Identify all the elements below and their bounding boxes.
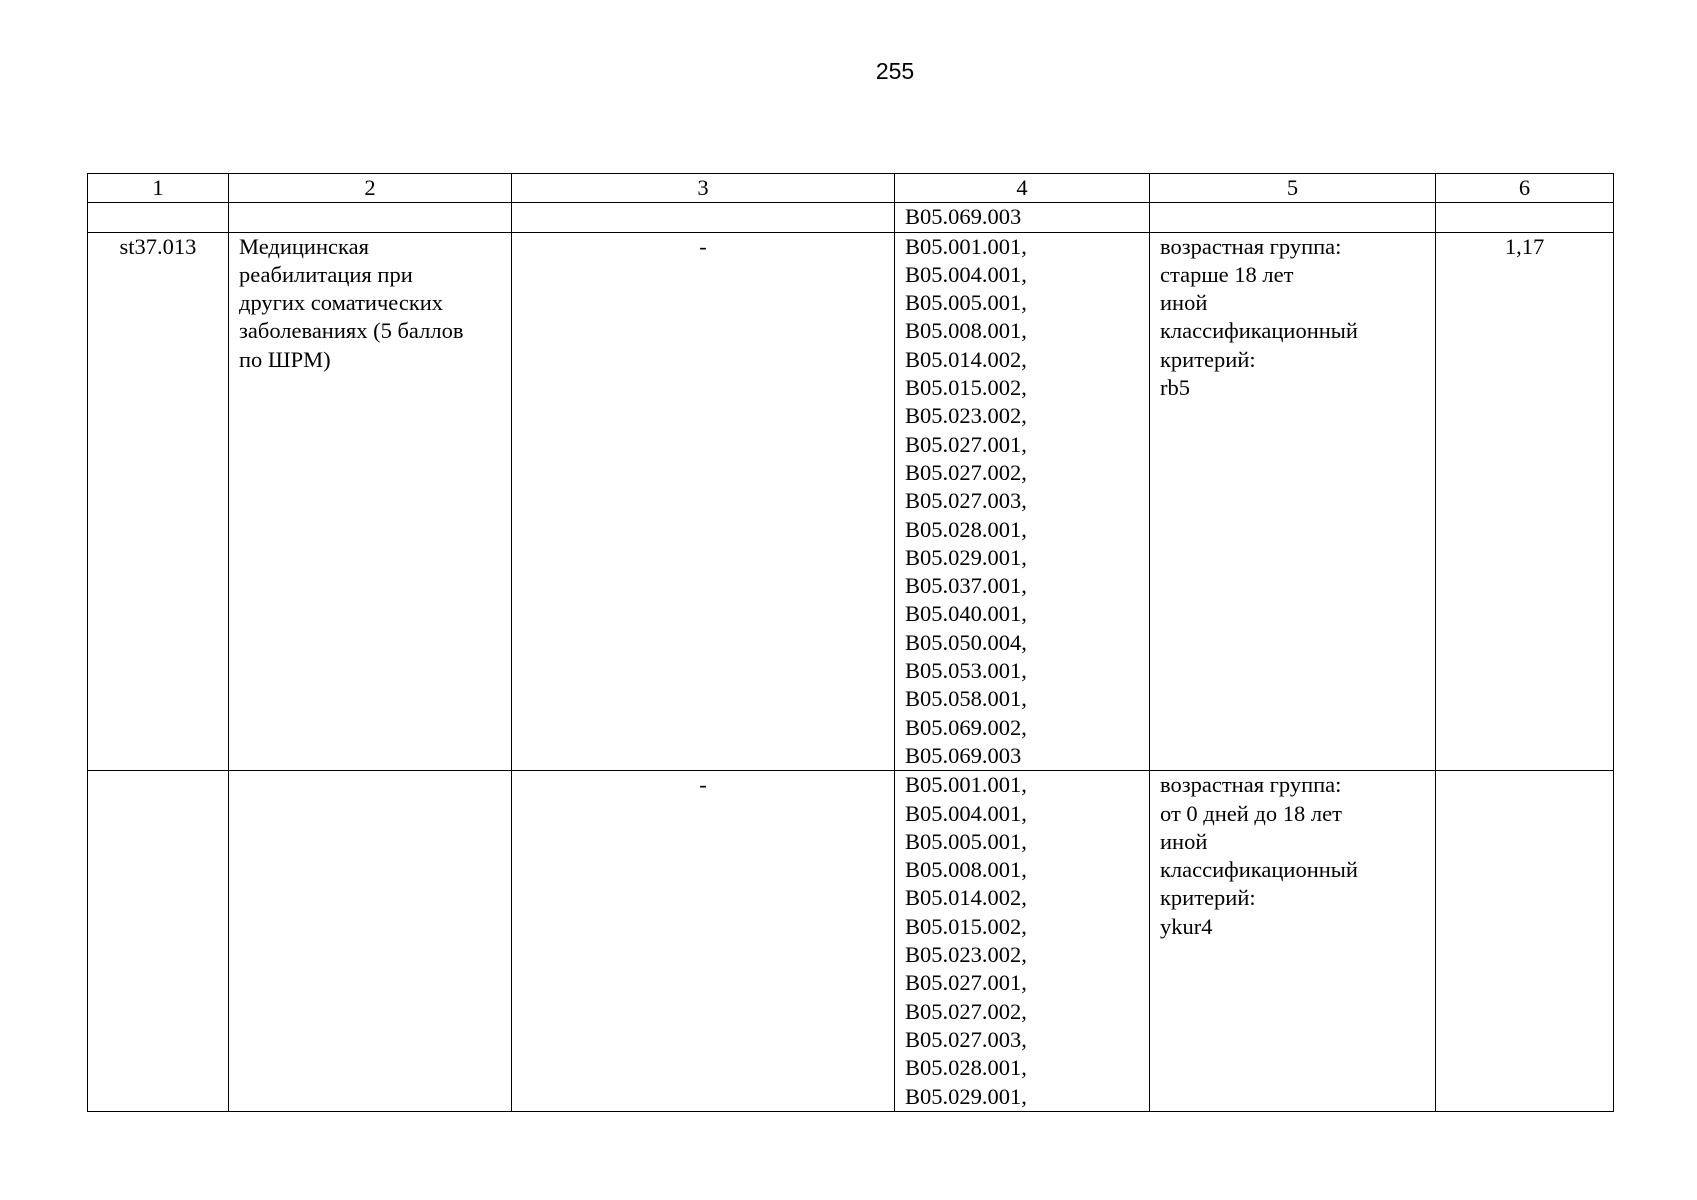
column-header: 2 (229, 174, 512, 203)
criteria-cell: возрастная группа: от 0 дней до 18 лет иной классификационный критерий: ykur4 (1150, 771, 1436, 1112)
column-header: 6 (1436, 174, 1614, 203)
table-row (88, 771, 1614, 1112)
coefficient-cell (1436, 203, 1614, 232)
column-header: 4 (895, 174, 1150, 203)
name-cell (229, 771, 512, 1112)
col3-cell: - (512, 771, 895, 1112)
table-header-row (88, 174, 1614, 203)
criteria-cell (1150, 203, 1436, 232)
page-number: 255 (875, 58, 915, 84)
col3-cell (512, 203, 895, 232)
name-cell (229, 203, 512, 232)
column-header: 5 (1150, 174, 1436, 203)
coefficient-cell (1436, 771, 1614, 1112)
code-cell (88, 203, 229, 232)
code-cell: st37.013 (88, 232, 229, 771)
criteria-cell: возрастная группа: старше 18 лет иной классификационный критерий: rb5 (1150, 232, 1436, 771)
table-row-continuation (88, 203, 1614, 232)
column-header: 1 (88, 174, 229, 203)
column-header: 3 (512, 174, 895, 203)
code-cell (88, 771, 229, 1112)
name-cell: Медицинская реабилитация при других соматических заболеваниях (5 баллов по ШРМ) (229, 232, 512, 771)
services-cell: B05.001.001, B05.004.001, B05.005.001, B05.008.001, B05.014.002, B05.015.002, B05.023.002, B05.027.001, B05.027.002, B05.027.003, B05.028.001, B05.029.001, B05.037.001, B05.040.001, B05.050.004, B05.053.001, B05.058.001, B05.069.002, B05.069.003 (895, 232, 1150, 771)
services-cell: B05.001.001, B05.004.001, B05.005.001, B05.008.001, B05.014.002, B05.015.002, B05.023.002, B05.027.001, B05.027.002, B05.027.003, B05.028.001, B05.029.001, (895, 771, 1150, 1112)
services-cell: B05.069.003 (895, 203, 1150, 232)
coefficient-cell: 1,17 (1436, 232, 1614, 771)
col3-cell: - (512, 232, 895, 771)
data-table (87, 173, 1614, 1112)
table-row (88, 232, 1614, 771)
